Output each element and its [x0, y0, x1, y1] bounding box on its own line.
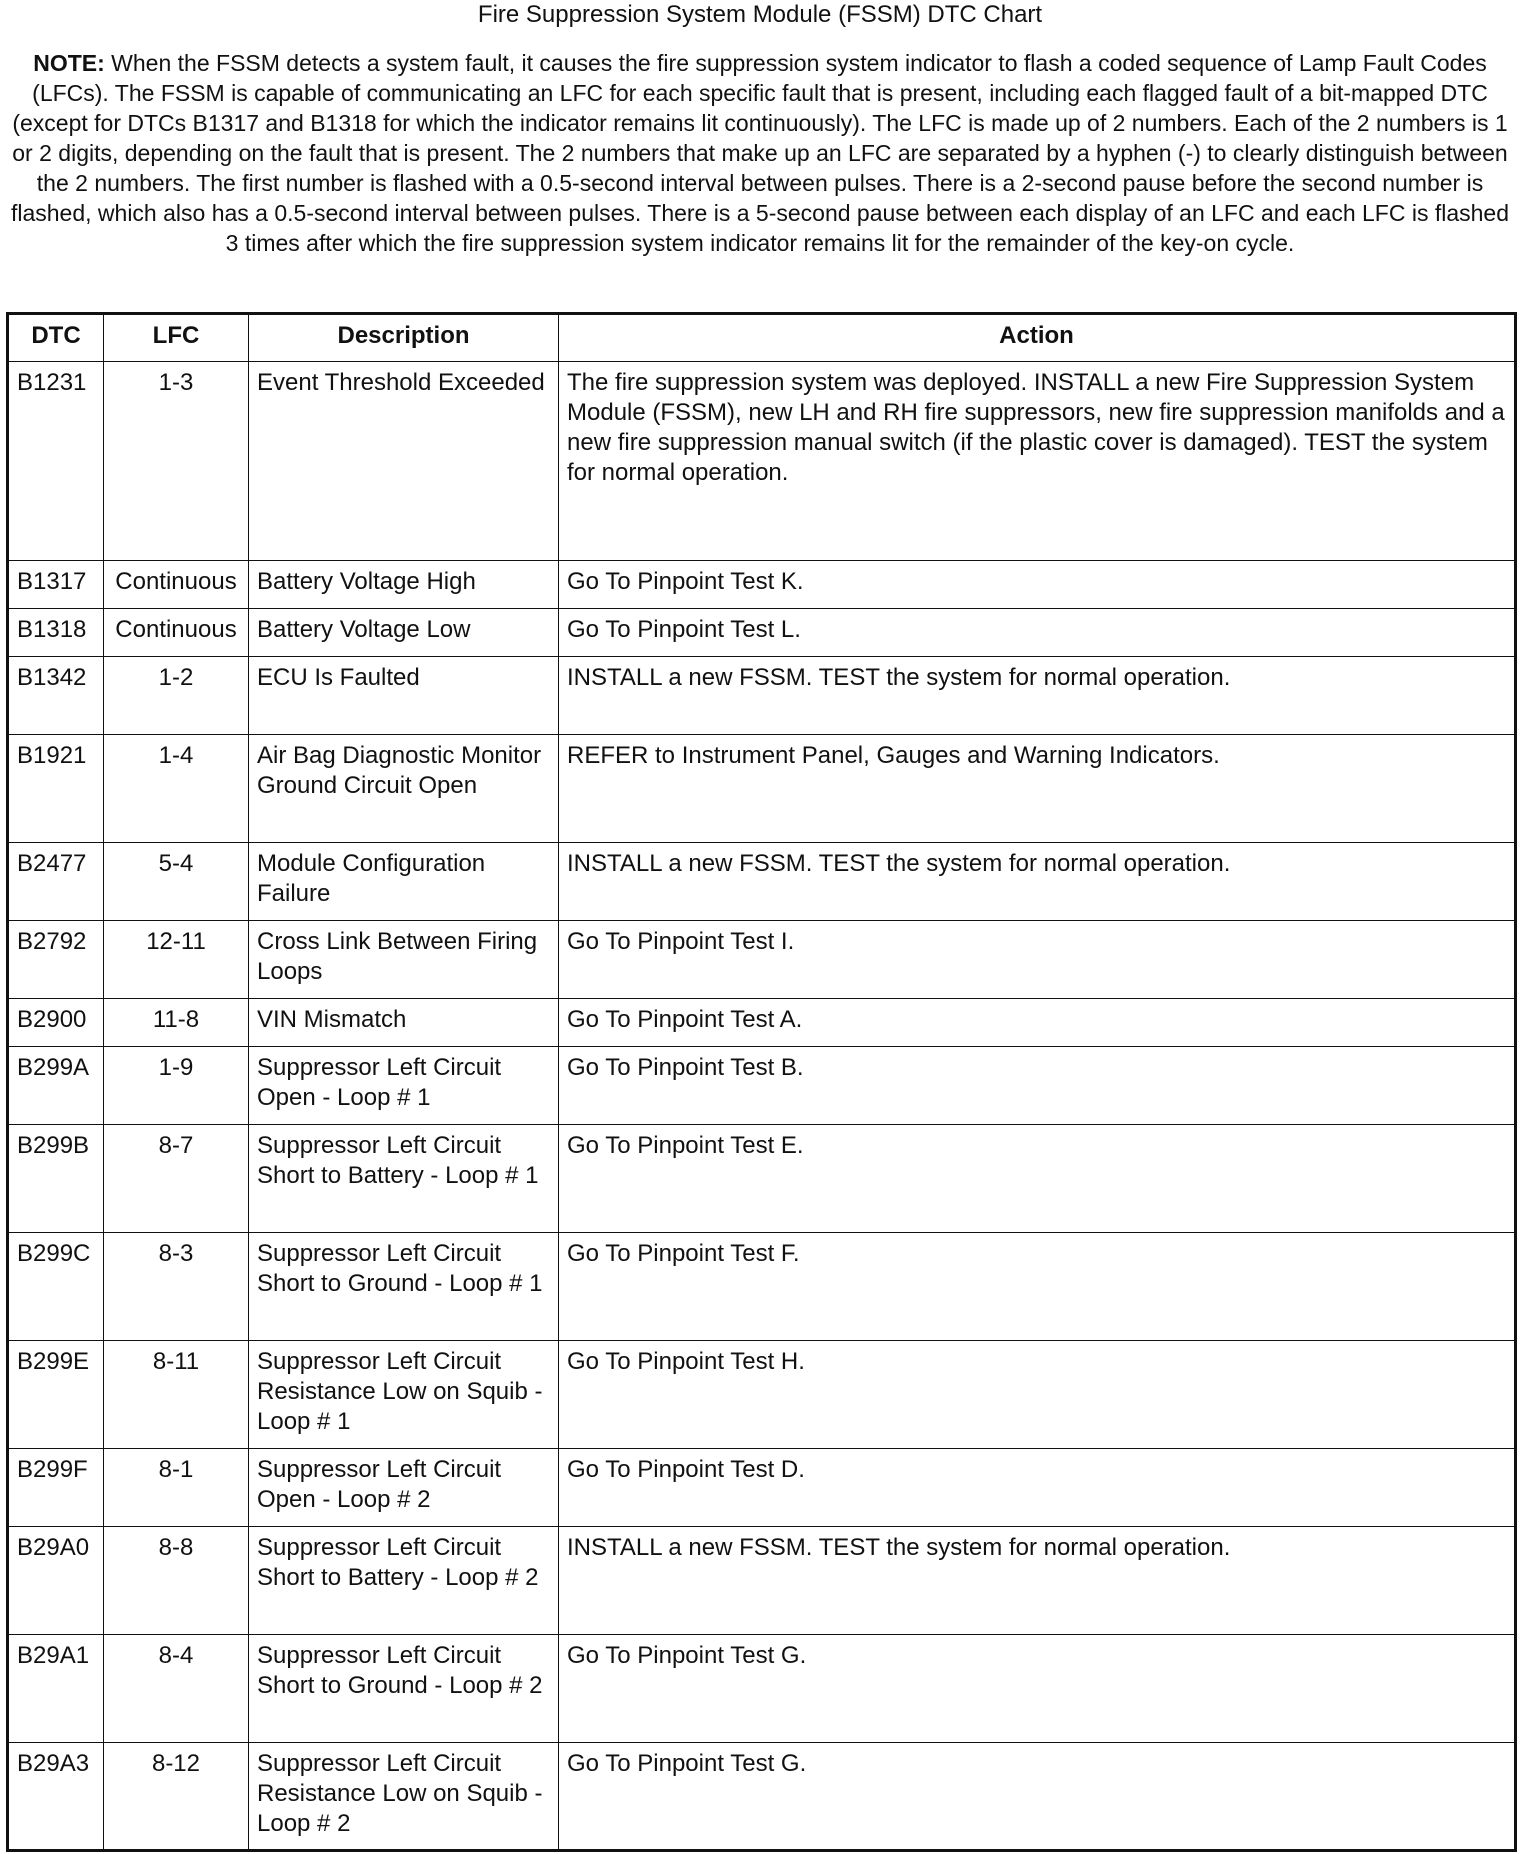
cell-lfc: 5-4 — [104, 843, 249, 921]
note-label: NOTE: — [33, 50, 105, 76]
cell-description: Suppressor Left Circuit Short to Ground - Loop # 2 — [249, 1635, 559, 1743]
table-row — [8, 1635, 1516, 1743]
cell-description: Suppressor Left Circuit Resistance Low on Squib - Loop # 1 — [249, 1341, 559, 1449]
cell-description: Suppressor Left Circuit Open - Loop # 2 — [249, 1449, 559, 1527]
cell-description: Event Threshold Exceeded — [249, 362, 559, 561]
cell-action: Go To Pinpoint Test D. — [559, 1449, 1516, 1527]
cell-lfc: 1-4 — [104, 735, 249, 843]
cell-dtc: B1231 — [8, 362, 104, 561]
cell-action: Go To Pinpoint Test G. — [559, 1635, 1516, 1743]
cell-dtc: B29A3 — [8, 1743, 104, 1851]
cell-description: VIN Mismatch — [249, 999, 559, 1047]
cell-dtc: B2792 — [8, 921, 104, 999]
cell-action: Go To Pinpoint Test G. — [559, 1743, 1516, 1851]
cell-action: The fire suppression system was deployed. INSTALL a new Fire Suppression System Module (FSSM), new LH and RH fire suppressors, new fire suppression manifolds and a new fire suppression manual switch (if the plastic cover is damaged). TEST the system for normal operation. — [559, 362, 1516, 561]
cell-dtc: B299B — [8, 1125, 104, 1233]
cell-lfc: 8-11 — [104, 1341, 249, 1449]
cell-dtc: B299A — [8, 1047, 104, 1125]
cell-description: ECU Is Faulted — [249, 657, 559, 735]
cell-description: Cross Link Between Firing Loops — [249, 921, 559, 999]
cell-dtc: B299E — [8, 1341, 104, 1449]
cell-lfc: 1-9 — [104, 1047, 249, 1125]
cell-description: Suppressor Left Circuit Short to Ground - Loop # 1 — [249, 1233, 559, 1341]
cell-lfc: Continuous — [104, 561, 249, 609]
cell-action: Go To Pinpoint Test E. — [559, 1125, 1516, 1233]
cell-action: Go To Pinpoint Test K. — [559, 561, 1516, 609]
table-row — [8, 657, 1516, 735]
cell-dtc: B1318 — [8, 609, 104, 657]
table-row — [8, 1125, 1516, 1233]
cell-lfc: 11-8 — [104, 999, 249, 1047]
cell-description: Suppressor Left Circuit Short to Battery - Loop # 1 — [249, 1125, 559, 1233]
cell-action: Go To Pinpoint Test A. — [559, 999, 1516, 1047]
note-paragraph — [6, 48, 1514, 258]
cell-action: INSTALL a new FSSM. TEST the system for normal operation. — [559, 1527, 1516, 1635]
cell-action: REFER to Instrument Panel, Gauges and Warning Indicators. — [559, 735, 1516, 843]
cell-action: Go To Pinpoint Test L. — [559, 609, 1516, 657]
header-dtc: DTC — [8, 314, 104, 362]
page-title: Fire Suppression System Module (FSSM) DTC Chart — [477, 1, 1043, 28]
cell-lfc: 8-12 — [104, 1743, 249, 1851]
cell-action: INSTALL a new FSSM. TEST the system for normal operation. — [559, 843, 1516, 921]
table-row — [8, 1047, 1516, 1125]
cell-description: Suppressor Left Circuit Short to Battery - Loop # 2 — [249, 1527, 559, 1635]
cell-description: Battery Voltage High — [249, 561, 559, 609]
cell-dtc: B1317 — [8, 561, 104, 609]
cell-dtc: B29A1 — [8, 1635, 104, 1743]
cell-description: Battery Voltage Low — [249, 609, 559, 657]
cell-description: Air Bag Diagnostic Monitor Ground Circuit Open — [249, 735, 559, 843]
cell-action: Go To Pinpoint Test F. — [559, 1233, 1516, 1341]
table-header-row — [8, 314, 1516, 362]
cell-dtc: B2477 — [8, 843, 104, 921]
cell-lfc: 8-3 — [104, 1233, 249, 1341]
table-row — [8, 362, 1516, 561]
table-row — [8, 843, 1516, 921]
cell-dtc: B2900 — [8, 999, 104, 1047]
table-row — [8, 1743, 1516, 1851]
table-row — [8, 999, 1516, 1047]
cell-lfc: Continuous — [104, 609, 249, 657]
cell-dtc: B299C — [8, 1233, 104, 1341]
header-description: Description — [249, 314, 559, 362]
cell-description: Suppressor Left Circuit Resistance Low on Squib - Loop # 2 — [249, 1743, 559, 1851]
cell-dtc: B1342 — [8, 657, 104, 735]
table-row — [8, 1527, 1516, 1635]
table-row — [8, 921, 1516, 999]
cell-description: Module Configuration Failure — [249, 843, 559, 921]
cell-dtc: B1921 — [8, 735, 104, 843]
header-lfc: LFC — [104, 314, 249, 362]
cell-lfc: 8-8 — [104, 1527, 249, 1635]
cell-action: INSTALL a new FSSM. TEST the system for normal operation. — [559, 657, 1516, 735]
cell-lfc: 8-4 — [104, 1635, 249, 1743]
cell-lfc: 8-7 — [104, 1125, 249, 1233]
cell-description: Suppressor Left Circuit Open - Loop # 1 — [249, 1047, 559, 1125]
table-row — [8, 609, 1516, 657]
note-text: When the FSSM detects a system fault, it causes the fire suppression system indicator to flash a coded sequence of Lamp Fault Codes (LFCs). The FSSM is capable of communicating an LFC for each specific fault that is present, including each flagged fault of a bit-mapped DTC (except for DTCs B1317 and B1318 for which the indicator remains lit continuously). The LFC is made up of 2 numbers. Each of the 2 numbers is 1 or 2 digits, depending on the fault that is present. The 2 numbers that make up an LFC are separated by a hyphen (-) to clearly distinguish between the 2 numbers. The first number is flashed with a 0.5-second interval between pulses. There is a 2-second pause before the second number is flashed, which also has a 0.5-second interval between pulses. There is a 5-second pause between each display of an LFC and each LFC is flashed 3 times after which the fire suppression system indicator remains lit for the remainder of the key-on cycle. — [10, 50, 1510, 256]
table-row — [8, 561, 1516, 609]
table-row — [8, 1233, 1516, 1341]
cell-action: Go To Pinpoint Test B. — [559, 1047, 1516, 1125]
dtc-table — [6, 312, 1517, 1852]
cell-lfc: 1-3 — [104, 362, 249, 561]
cell-dtc: B29A0 — [8, 1527, 104, 1635]
table-row — [8, 735, 1516, 843]
table-row — [8, 1341, 1516, 1449]
cell-lfc: 8-1 — [104, 1449, 249, 1527]
cell-lfc: 12-11 — [104, 921, 249, 999]
cell-action: Go To Pinpoint Test I. — [559, 921, 1516, 999]
cell-lfc: 1-2 — [104, 657, 249, 735]
table-row — [8, 1449, 1516, 1527]
cell-action: Go To Pinpoint Test H. — [559, 1341, 1516, 1449]
header-action: Action — [559, 314, 1516, 362]
cell-dtc: B299F — [8, 1449, 104, 1527]
